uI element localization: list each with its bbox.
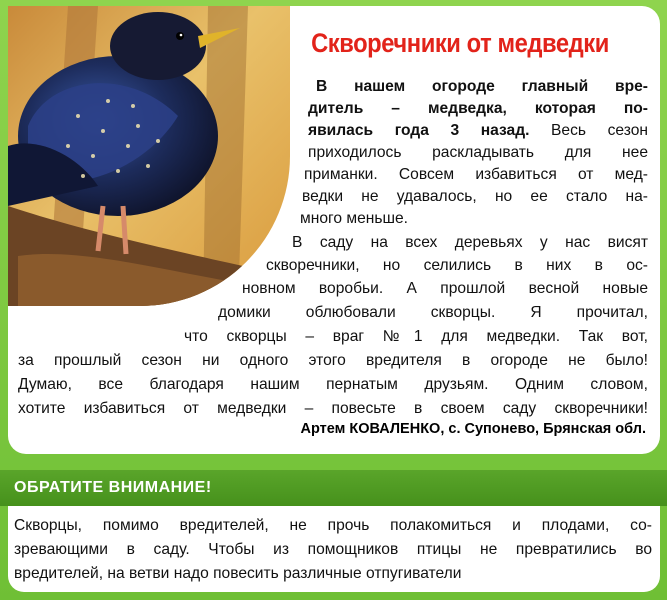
note-line: зревающими в саду. Чтобы из помощников птицы не превратились во: [14, 541, 652, 558]
article-body: [8, 6, 660, 454]
article-line: домики облюбовали скворцы. Я прочитал,: [218, 304, 648, 321]
note-header: [0, 470, 667, 506]
article-line: Думаю, все благодаря нашим пернатым друзьям. Одним словом,: [18, 376, 648, 393]
article-line: дитель – медведка, которая по-: [308, 100, 648, 117]
article-line-bold: явилась года 3 назад.: [308, 122, 530, 139]
article-line: ведки не удавалось, но ее стало на-: [302, 188, 648, 205]
note-card: [8, 506, 660, 592]
article-line: скворечники, но селились в них в ос-: [266, 257, 648, 274]
article-line: хотите избавиться от медведки – повесьте в своем саду скворечники!: [18, 400, 648, 417]
article-line: В нашем огороде главный вре-: [316, 78, 648, 95]
article-line: [308, 120, 648, 142]
article-line: за прошлый сезон ни одного этого вредителя в огороде не было!: [18, 352, 648, 369]
article-line: В саду на всех деревьях у нас висят: [292, 234, 648, 251]
article-line: приманки. Совсем избавиться от мед-: [304, 166, 648, 183]
article-card: [8, 6, 660, 454]
article-line: много меньше.: [300, 210, 408, 227]
note-line: вредителей, на ветви надо повесить различные отпугиватели: [14, 565, 462, 582]
note-line: Скворцы, помимо вредителей, не прочь полакомиться и плодами, со-: [14, 517, 652, 534]
article-line-rest: Весь сезон: [551, 122, 648, 139]
article-line: новном воробьи. А прошлой весной новые: [242, 280, 648, 297]
author-signature: Артем КОВАЛЕНКО, с. Супонево, Брянская обл.: [300, 421, 646, 437]
article-line: приходилось раскладывать для нее: [308, 144, 648, 161]
article-line: что скворцы – враг №1 для медведки. Так вот,: [184, 328, 648, 345]
article-title: Скворечники от медведки: [311, 28, 609, 58]
note-heading: ОБРАТИТЕ ВНИМАНИЕ!: [14, 479, 212, 496]
